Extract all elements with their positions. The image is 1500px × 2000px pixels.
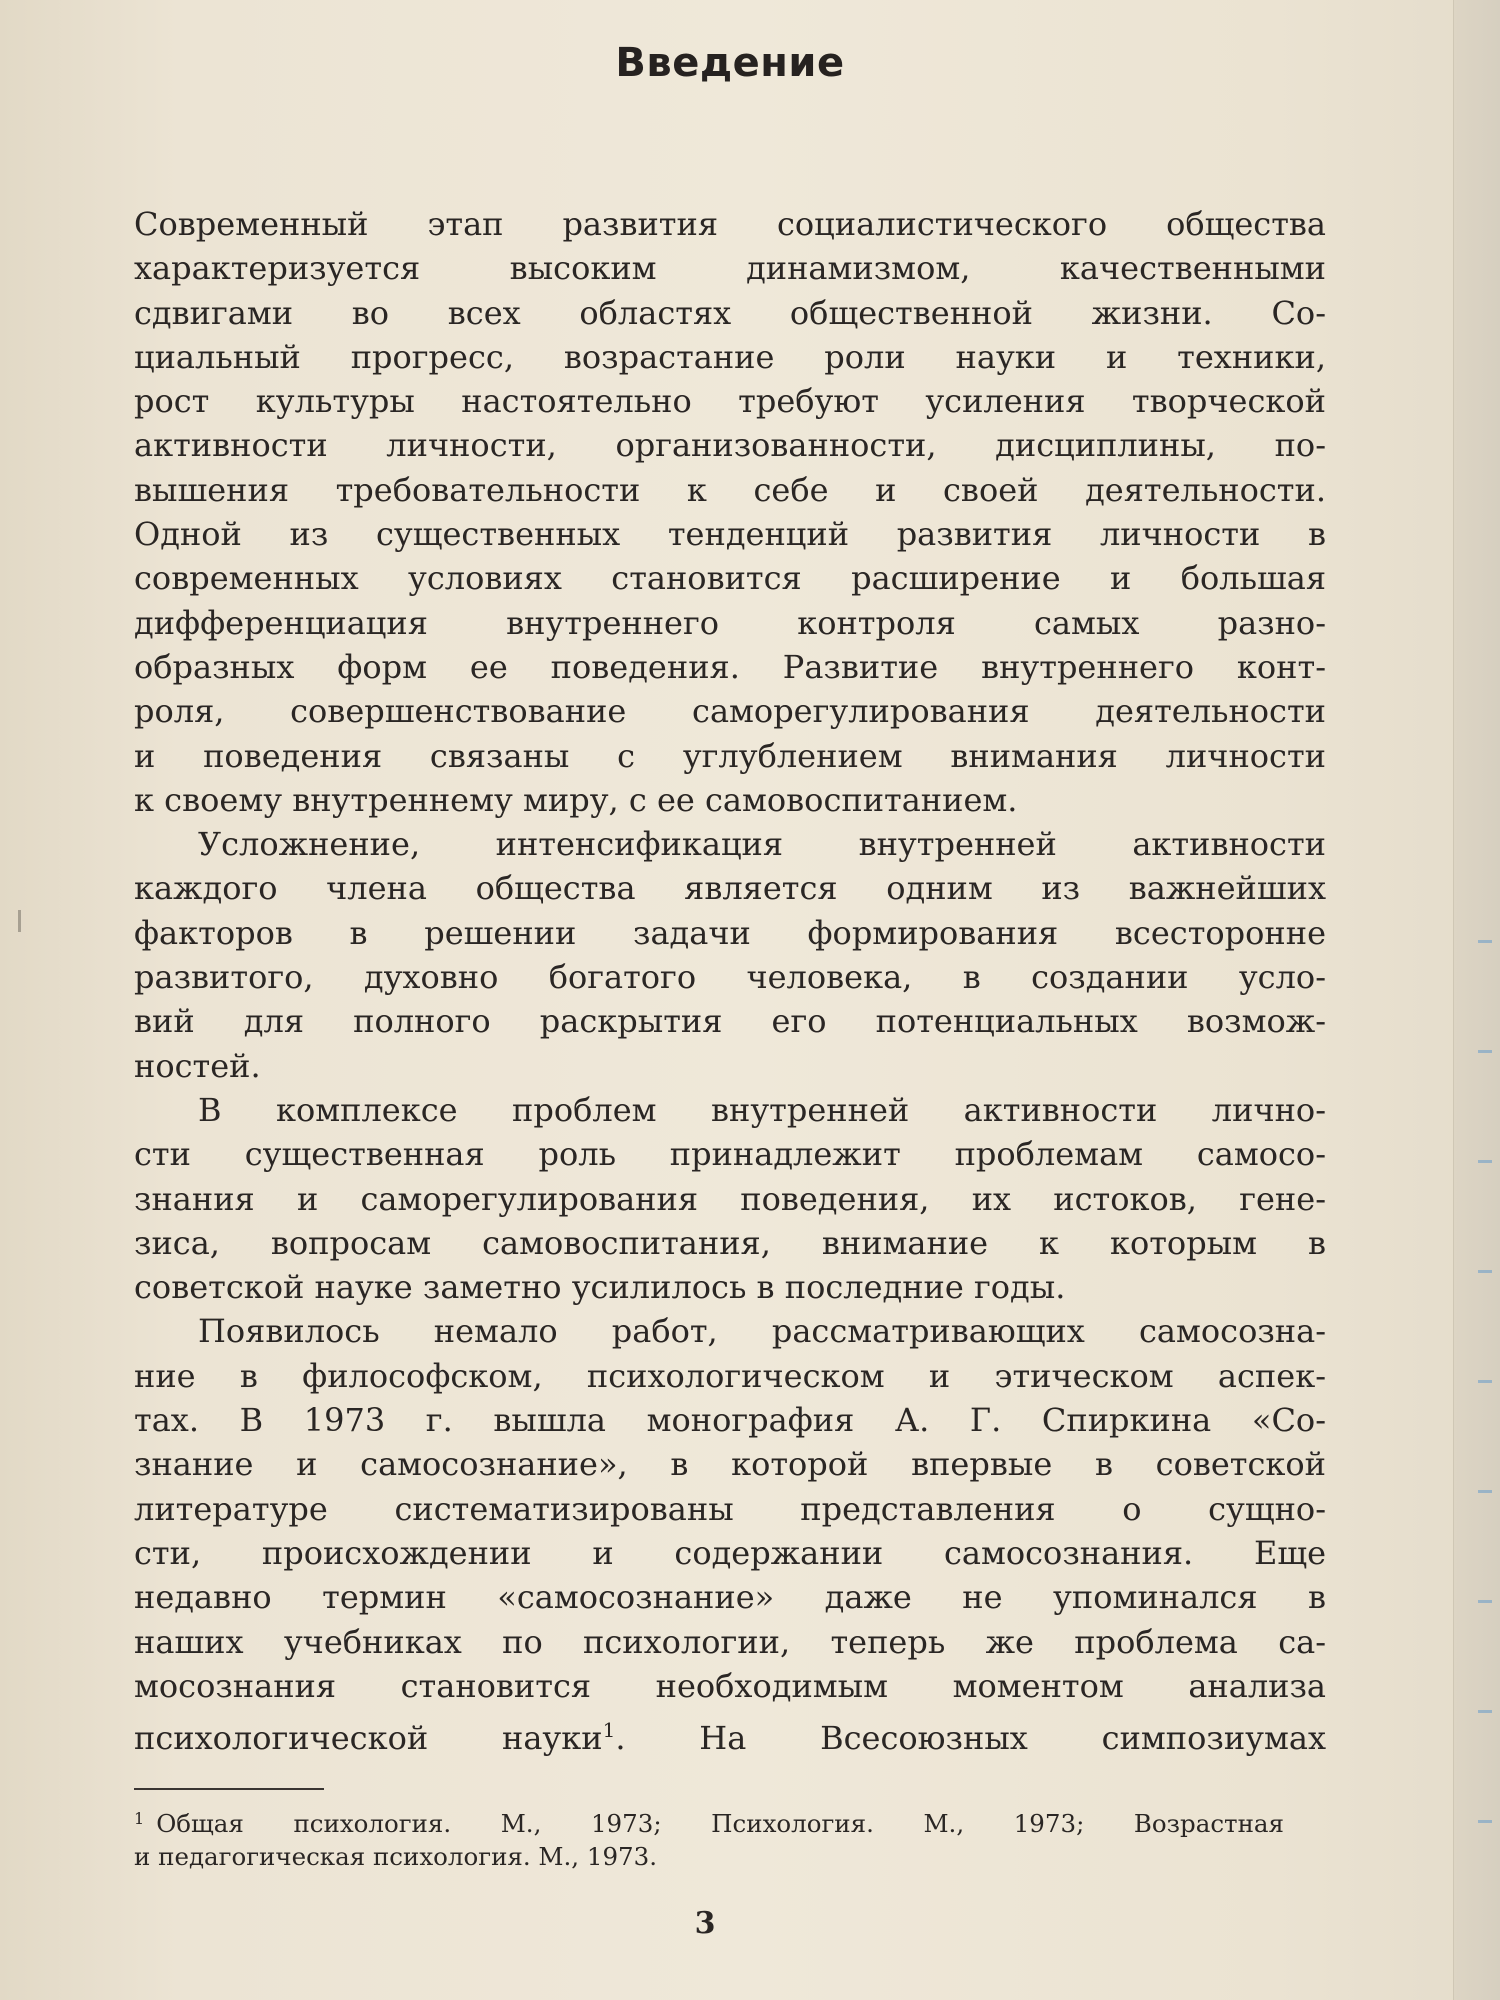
edge-mark <box>1478 1820 1492 1823</box>
edge-mark <box>1478 1160 1492 1163</box>
text-line: ние в философском, психологическом и этическом аспек- <box>134 1356 1326 1395</box>
edge-mark <box>1478 1600 1492 1603</box>
text-fragment: . На Всесоюзных симпозиумах <box>615 1719 1327 1758</box>
text-line: Одной из существенных тенденций развития личности в <box>134 515 1326 554</box>
body-text <box>134 202 1327 1758</box>
text-line: рост культуры настоятельно требуют усиления творческой <box>134 382 1326 421</box>
footnote-text: Общая психология. М., 1973; Психология. М., 1973; Возрастная <box>156 1809 1284 1838</box>
text-line: развитого, духовно богатого человека, в создании усло- <box>134 958 1326 997</box>
text-line: ностей. <box>134 1046 261 1085</box>
edge-mark <box>1478 1050 1492 1053</box>
text-line: активности личности, организованности, дисциплины, по- <box>134 426 1326 465</box>
text-line: характеризуется высоким динамизмом, качественными <box>134 249 1326 288</box>
footnote-divider <box>134 1788 324 1790</box>
text-line: дифференциация внутреннего контроля самых разно- <box>134 603 1326 642</box>
text-line: каждого члена общества является одним из важнейших <box>134 869 1326 908</box>
text-line: знания и саморегулирования поведения, их истоков, гене- <box>134 1179 1326 1218</box>
text-line: мосознания становится необходимым моментом анализа <box>134 1666 1326 1705</box>
footnote-line: и педагогическая психология. М., 1973. <box>134 1842 658 1871</box>
text-line: роля, совершенствование саморегулирования деятельности <box>134 692 1326 731</box>
edge-mark <box>1478 1490 1492 1493</box>
page-number: 3 <box>694 1906 716 1941</box>
text-line: литературе систематизированы представления о сущно- <box>134 1489 1326 1528</box>
text-line: наших учебниках по психологии, теперь же проблема са- <box>134 1622 1326 1661</box>
text-line-with-footnote <box>134 1708 1327 1758</box>
chapter-title: Введение <box>615 40 845 86</box>
edge-mark <box>1478 1270 1492 1273</box>
text-line: циальный прогресс, возрастание роли науки и техники, <box>134 337 1326 376</box>
footnote-number: 1 <box>134 1809 145 1828</box>
text-line: вий для полного раскрытия его потенциальных возмож- <box>134 1002 1326 1041</box>
text-line: образных форм ее поведения. Развитие внутреннего конт- <box>134 647 1326 686</box>
paper-speck <box>18 910 21 932</box>
footnote-line <box>134 1800 1284 1838</box>
text-fragment: психологической науки <box>134 1719 603 1758</box>
text-line: знание и самосознание», в которой впервые в советской <box>134 1445 1326 1484</box>
text-line: Усложнение, интенсификация внутренней активности <box>198 825 1326 864</box>
text-line: сдвигами во всех областях общественной жизни. Со- <box>134 293 1326 332</box>
edge-mark <box>1478 1380 1492 1383</box>
text-line: сти существенная роль принадлежит проблемам самосо- <box>134 1135 1326 1174</box>
text-line: к своему внутреннему миру, с ее самовоспитанием. <box>134 780 1018 819</box>
text-line: зиса, вопросам самовоспитания, внимание к которым в <box>134 1223 1326 1262</box>
text-line: и поведения связаны с углублением внимания личности <box>134 736 1326 775</box>
text-line: вышения требовательности к себе и своей деятельности. <box>134 470 1326 509</box>
text-line: советской науке заметно усилилось в последние годы. <box>134 1268 1066 1307</box>
footnote <box>134 1800 1284 1876</box>
text-line: В комплексе проблем внутренней активности лично- <box>198 1090 1326 1129</box>
page-stack-edge <box>1453 0 1500 2000</box>
text-line: сти, происхождении и содержании самосознания. Еще <box>134 1533 1326 1572</box>
footnote-reference: 1 <box>602 1718 616 1743</box>
text-line: тах. В 1973 г. вышла монография А. Г. Спиркина «Со- <box>134 1401 1326 1440</box>
text-line: недавно термин «самосознание» даже не упоминался в <box>134 1578 1326 1617</box>
text-line: Современный этап развития социалистического общества <box>134 205 1326 243</box>
edge-mark <box>1478 940 1492 943</box>
text-line: современных условиях становится расширение и большая <box>134 559 1326 598</box>
text-line: Появилось немало работ, рассматривающих самосозна- <box>198 1312 1326 1351</box>
text-line: факторов в решении задачи формирования всесторонне <box>134 913 1326 952</box>
edge-mark <box>1478 1710 1492 1713</box>
